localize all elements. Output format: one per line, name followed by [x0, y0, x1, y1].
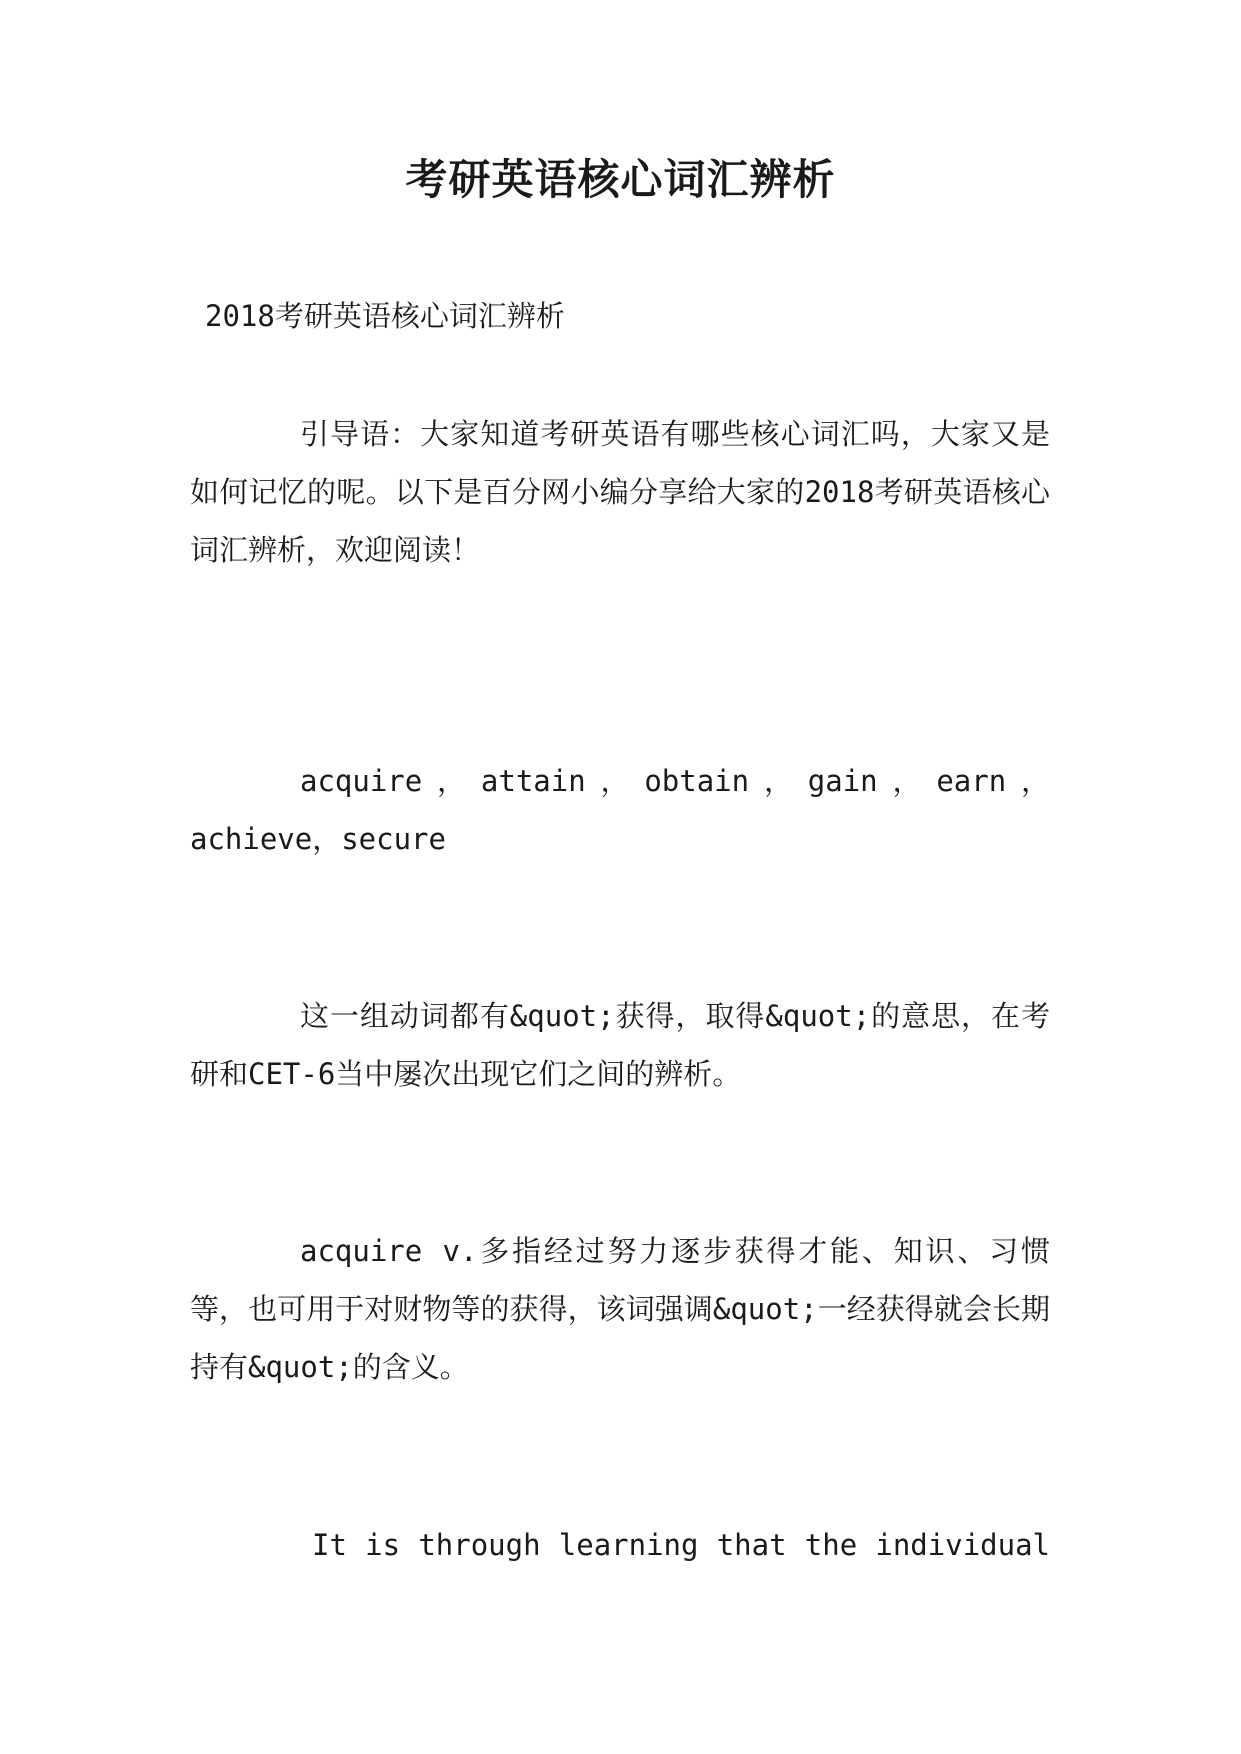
word-group-paragraph: acquire，attain，obtain，gain，earn，achieve，secure — [190, 764, 1050, 856]
document-title: 考研英语核心词汇辨析 — [405, 155, 836, 204]
explanation-paragraph: 这一组动词都有&quot;获得，取得&quot;的意思，在考研和CET-6当中屡次出现它们之间的辨析。 — [190, 999, 1050, 1091]
example-sentence-paragraph: It is through learning that the individual — [312, 1528, 1050, 1562]
document-subtitle: 2018考研英语核心词汇辨析 — [205, 299, 565, 333]
intro-paragraph: 引导语：大家知道考研英语有哪些核心词汇吗，大家又是如何记忆的呢。以下是百分网小编分享给大家的2018考研英语核心词汇辨析，欢迎阅读！ — [190, 417, 1050, 567]
acquire-definition-paragraph: acquire v.多指经过努力逐步获得才能、知识、习惯等，也可用于对财物等的获得，该词强调&quot;一经获得就会长期持有&quot;的含义。 — [190, 1234, 1050, 1384]
